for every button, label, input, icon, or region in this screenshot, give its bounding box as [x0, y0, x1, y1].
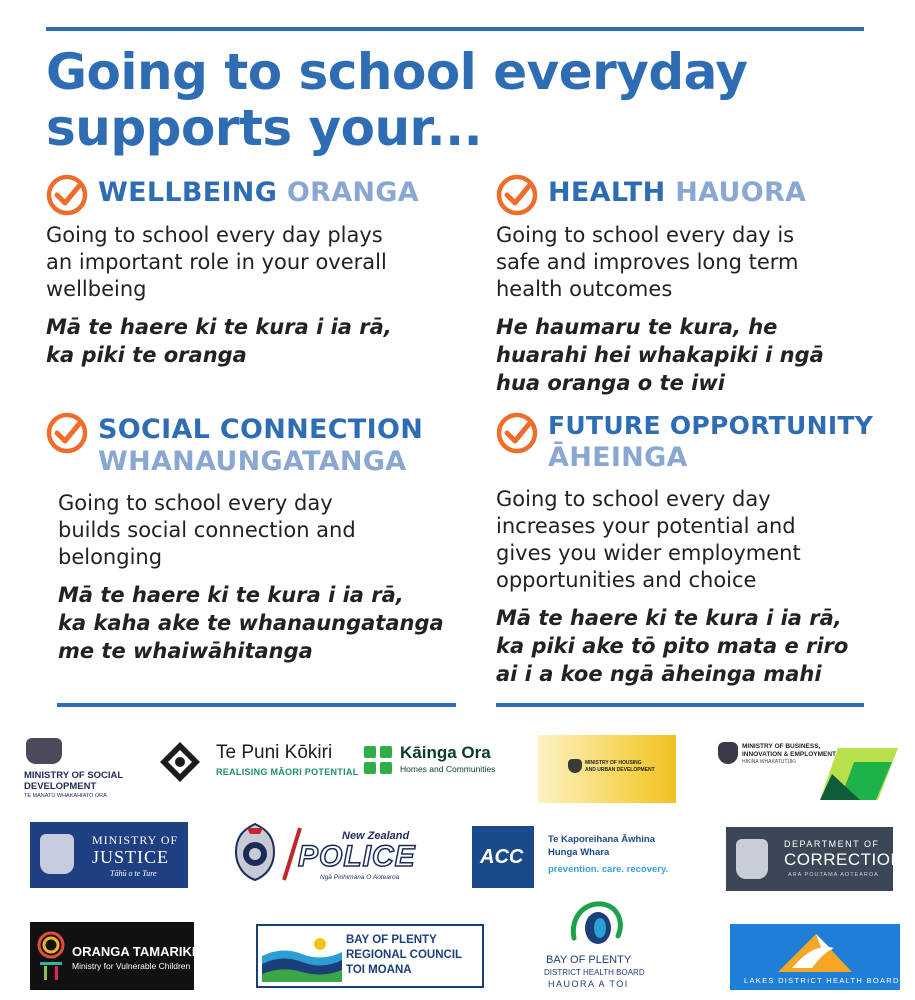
title-line-1: Going to school everyday: [46, 43, 748, 101]
title-line-2: supports your...: [46, 99, 483, 157]
kainga-ora-mark-icon: [362, 744, 394, 776]
acc-mark: [472, 826, 534, 888]
police-line-1: New Zealand: [342, 830, 410, 842]
logo-ministry-of-justice: [30, 822, 188, 888]
nz-coat-of-arms-icon: [736, 839, 768, 879]
check-circle-icon: [46, 174, 88, 216]
police-badge-icon: [232, 822, 278, 882]
section-future-opportunity: [496, 410, 906, 688]
logo-acc: [472, 826, 687, 888]
section-heading: [496, 410, 906, 474]
mbie-line-2: INNOVATION & EMPLOYMENT: [742, 751, 837, 758]
oranga-tamariki-name: ORANGA TAMARIKI: [72, 944, 196, 959]
police-line-3: Ngā Pirihimana O Aotearoa: [320, 874, 400, 881]
police-line-2: POLICE: [298, 840, 416, 873]
acc-line-2: Hunga Whara: [548, 847, 610, 858]
top-rule: [46, 27, 864, 31]
check-circle-icon: [496, 412, 538, 454]
page-title: [46, 44, 886, 156]
nz-coat-of-arms-icon: [718, 742, 738, 764]
divider-right: [496, 703, 864, 707]
tpk-tagline: REALISING MĀORI POTENTIAL: [216, 767, 359, 777]
corrections-line-3: ARA POUTAMA AOTEAROA: [788, 872, 879, 878]
mbie-mark-icon: [820, 744, 900, 800]
msd-line-2: DEVELOPMENT: [24, 781, 97, 792]
bopdhb-line-2: DISTRICT HEALTH BOARD: [544, 968, 645, 977]
title-maori: ORANGA: [286, 177, 419, 208]
section-heading: [46, 172, 466, 216]
section-title: [548, 172, 896, 209]
justice-line-1: MINISTRY OF: [92, 833, 179, 847]
corrections-line-1: DEPARTMENT OF: [784, 839, 880, 849]
check-circle-icon: [496, 174, 538, 216]
hud-line-1: MINISTRY OF HOUSING: [585, 760, 642, 766]
title-maori: HAUORA: [675, 177, 807, 208]
boprc-line-2: REGIONAL COUNCIL: [346, 949, 463, 961]
logo-corrections: [726, 827, 915, 891]
acc-line-1: Te Kaporeihana Āwhina: [548, 834, 655, 845]
boprc-mark-icon: [262, 930, 342, 982]
title-english: HEALTH: [548, 177, 666, 208]
section-title-maori: WHANAUNGATANGA: [98, 446, 407, 477]
msd-line-1: MINISTRY OF SOCIAL: [24, 770, 124, 781]
nz-coat-of-arms-icon: [568, 759, 582, 773]
acc-tagline: prevention. care. recovery.: [548, 864, 669, 875]
logo-oranga-tamariki: [30, 922, 194, 990]
title-english: WELLBEING: [98, 177, 278, 208]
section-title-maori: ĀHEINGA: [548, 442, 688, 473]
lakes-dhb-mark-icon: [774, 928, 856, 974]
kainga-name: Kāinga Ora: [400, 743, 491, 762]
mbie-line-3: HĪKINA WHAKATUTUKI: [742, 759, 796, 765]
body-maori: Mā te haere ki te kura i ia rā, ka piki te oranga: [46, 315, 392, 367]
logo-bop-regional-council: [256, 924, 484, 988]
msd-line-3: TE MANATŪ WHAKAHIATO ORA: [24, 793, 107, 799]
divider-left: [57, 703, 456, 707]
lakes-dhb-name: LAKES DISTRICT HEALTH BOARD: [744, 976, 900, 985]
bopdhb-line-3: HAUORA A TOI: [548, 979, 629, 989]
section-heading: [496, 172, 896, 216]
body-maori: Mā te haere ki te kura i ia rā, ka piki ake tō pito mata e riro ai i a koe ngā āheinga mahi: [496, 606, 849, 686]
body-english: Going to school every day plays an important role in your overall wellbeing: [46, 223, 387, 301]
body-english: Going to school every day builds social connection and belonging: [58, 491, 356, 569]
section-social-connection: [46, 410, 476, 665]
corrections-line-2: CORRECTIONS: [784, 850, 915, 869]
bopdhb-mark-icon: [566, 898, 626, 950]
section-heading: [46, 410, 476, 478]
nz-coat-of-arms-icon: [40, 834, 74, 874]
justice-line-3: Tāhū o te Ture: [110, 869, 157, 878]
oranga-tamariki-mark-icon: [36, 930, 66, 982]
nz-coat-of-arms-icon: [26, 738, 62, 764]
body-maori: Mā te haere ki te kura i ia rā, ka kaha ake te whanaungatanga me te whaiwāhitanga: [58, 583, 444, 663]
logo-bop-dhb: [536, 896, 656, 994]
te-puni-kokiri-mark-icon: [158, 740, 202, 784]
section-title-english: FUTURE OPPORTUNITY: [548, 411, 874, 440]
section-title: [98, 172, 466, 209]
mbie-line-1: MINISTRY OF BUSINESS,: [742, 743, 821, 750]
oranga-tamariki-tagline: Ministry for Vulnerable Children: [72, 961, 191, 971]
acc-mark-text: ACC: [480, 846, 524, 868]
justice-line-2: JUSTICE: [92, 847, 170, 867]
logo-lakes-dhb: [730, 924, 900, 990]
boprc-line-3: TOI MOANA: [346, 964, 412, 976]
logo-nz-police: [232, 818, 442, 888]
section-wellbeing: [46, 172, 466, 369]
body-english: Going to school every day is safe and improves long term health outcomes: [496, 223, 799, 301]
body-english: Going to school every day increases your potential and gives you wider employment opportunities and choice: [496, 487, 801, 592]
logo-mbie: [716, 740, 901, 800]
body-maori: He haumaru te kura, he huarahi hei whakapiki i ngā hua oranga o te iwi: [496, 315, 824, 395]
check-circle-icon: [46, 412, 88, 454]
logo-msd: [22, 736, 152, 802]
section-title-english: SOCIAL CONNECTION: [98, 414, 424, 445]
bopdhb-line-1: BAY OF PLENTY: [546, 954, 632, 966]
logo-te-puni-kokiri: [158, 740, 359, 784]
logo-hud: [538, 735, 676, 803]
tpk-name: Te Puni Kōkiri: [216, 742, 333, 763]
logo-kainga-ora: [362, 742, 512, 778]
hud-line-2: AND URBAN DEVELOPMENT: [585, 767, 655, 773]
boprc-line-1: BAY OF PLENTY: [346, 934, 437, 946]
kainga-tagline: Homes and Communities: [400, 764, 496, 774]
section-health: [496, 172, 896, 397]
